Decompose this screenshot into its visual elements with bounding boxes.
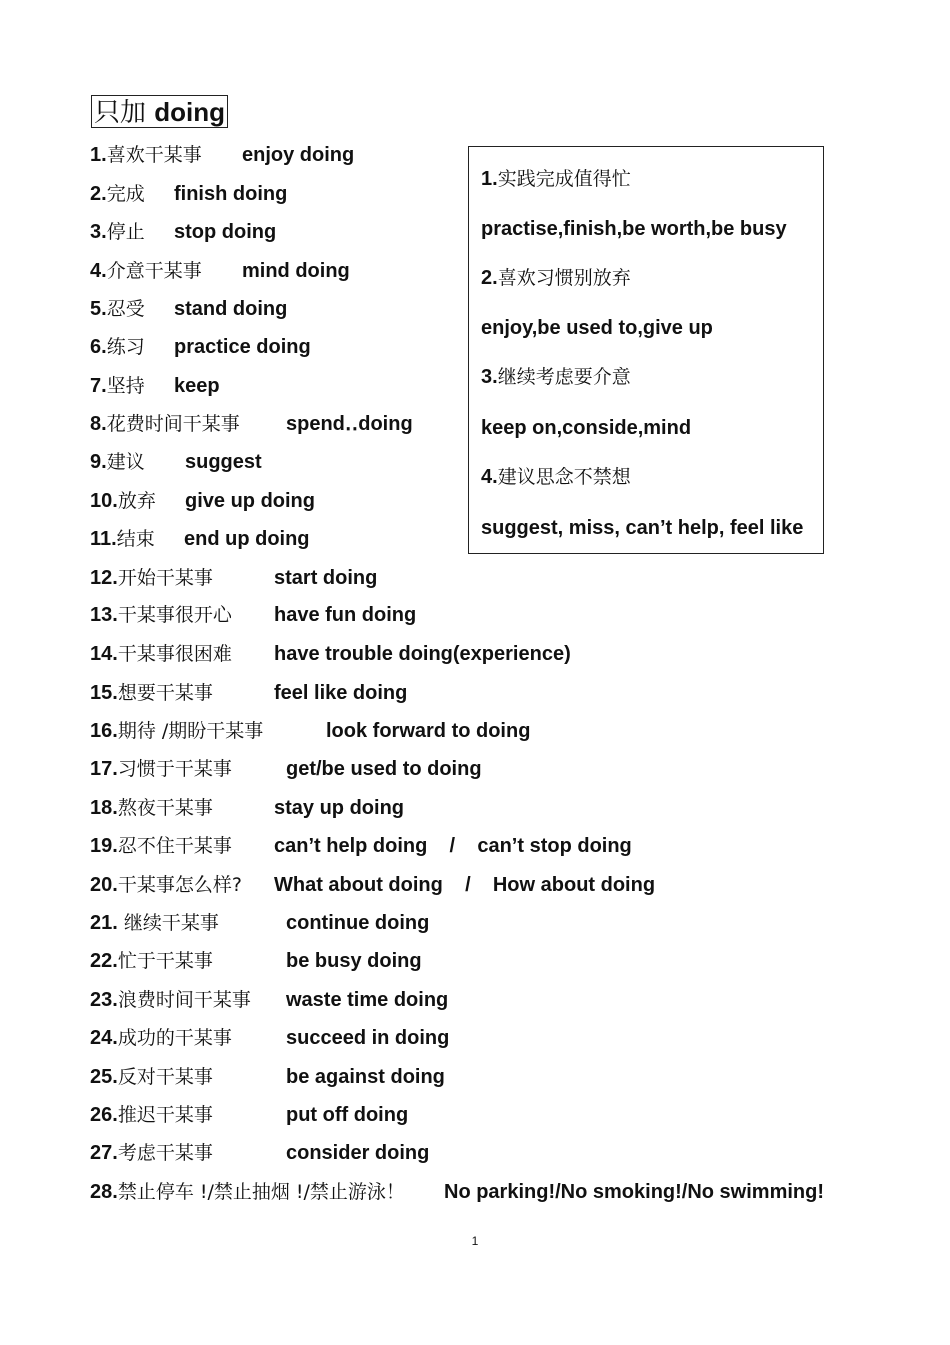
entry-number: 28. [90,1181,118,1203]
summary-chinese-line [481,462,631,492]
list-item [90,1023,450,1053]
entry-english: can’t help doing / can’t stop doing [274,835,632,857]
list-item [90,985,449,1015]
entry-chinese: 停止 [106,221,145,243]
list-item [90,793,404,823]
list-item [90,563,378,593]
entry-chinese: 浪费时间干某事 [117,989,251,1011]
entry-chinese: 反对干某事 [117,1066,213,1088]
summary-number: 2. [481,267,498,289]
summary-box [468,146,824,554]
summary-number: 1. [481,168,498,190]
entry-chinese: 喜欢干某事 [106,144,202,166]
entry-english: keep [174,375,220,397]
entry-chinese: 熬夜干某事 [117,797,213,819]
entry-number: 20. [90,874,118,896]
summary-number: 3. [481,366,498,388]
summary-chinese-line [481,362,631,392]
summary-chinese: 继续考虑要介意 [497,366,631,388]
entry-number: 9. [90,451,107,473]
section-title [91,95,228,128]
entry-english: feel like doing [274,682,408,704]
entry-english: end up doing [184,528,310,550]
summary-chinese: 建议思念不禁想 [497,466,631,488]
summary-chinese: 喜欢习惯别放弃 [497,267,631,289]
entry-english: start doing [274,567,378,589]
entry-chinese: 介意干某事 [106,260,202,282]
list-item [90,908,430,938]
entry-number: 5. [90,298,107,320]
entry-english: stop doing [174,221,277,243]
entry-english: stay up doing [274,797,404,819]
entry-chinese: 干某事怎么样? [117,874,242,896]
entry-english: enjoy doing [242,144,355,166]
entry-english: be busy doing [286,950,422,972]
summary-chinese-line [481,164,631,194]
list-item [90,754,482,784]
list-item [90,179,288,209]
list-item [90,524,310,554]
entry-english: No parking!/No smoking!/No swimming! [444,1181,825,1203]
list-item [90,332,311,362]
entry-chinese: 忍不住干某事 [117,835,232,857]
list-item [90,447,262,477]
summary-english: practise,finish,be worth,be busy [481,218,787,240]
list-item [90,1100,409,1130]
summary-chinese-line [481,263,631,293]
list-item [90,409,413,439]
entry-number: 21. [90,912,118,934]
entry-english: mind doing [242,260,350,282]
title-english: doing [154,97,226,127]
entry-number: 6. [90,336,107,358]
entry-chinese: 完成 [106,183,145,205]
entry-chinese: 花费时间干某事 [106,413,240,435]
summary-english: keep on,conside,mind [481,417,692,439]
entry-english: put off doing [286,1104,409,1126]
entry-english: look forward to doing [326,720,531,742]
entry-english: waste time doing [286,989,449,1011]
list-item [90,140,355,170]
entry-chinese: 放弃 [117,490,156,512]
entry-english: finish doing [174,183,288,205]
entry-english: stand doing [174,298,288,320]
list-item [90,256,350,286]
entry-number: 14. [90,643,118,665]
entry-chinese: 禁止停车 !/禁止抽烟 !/禁止游泳！ [117,1181,405,1203]
list-item [90,1062,445,1092]
entry-chinese: 忍受 [106,298,145,320]
entry-chinese: 继续干某事 [117,912,219,934]
list-item [90,639,571,669]
list-item [90,1177,825,1207]
entry-number: 10. [90,490,118,512]
list-item [90,870,656,900]
entry-english: consider doing [286,1142,430,1164]
entry-chinese: 想要干某事 [117,682,213,704]
entry-chinese: 结束 [116,528,155,550]
entry-english: have trouble doing(experience) [274,643,571,665]
entry-chinese: 推迟干某事 [117,1104,213,1126]
entry-chinese: 忙于干某事 [117,950,213,972]
list-item [90,946,422,976]
list-item [90,600,417,630]
entry-number: 25. [90,1066,118,1088]
entry-number: 8. [90,413,107,435]
list-item [90,678,408,708]
entry-number: 22. [90,950,118,972]
entry-chinese: 坚持 [106,375,145,397]
entry-english: give up doing [185,490,315,512]
list-item [90,1138,430,1168]
entry-chinese: 建议 [106,451,145,473]
entry-english: get/be used to doing [286,758,482,780]
entry-chinese: 考虑干某事 [117,1142,213,1164]
entry-english: suggest [185,451,262,473]
entry-number: 13. [90,604,118,626]
entry-number: 16. [90,720,118,742]
entry-chinese: 干某事很开心 [117,604,232,626]
entry-english: have fun doing [274,604,417,626]
list-item [90,716,531,746]
entry-english: practice doing [174,336,311,358]
page-number: 1 [471,1234,479,1248]
entry-number: 12. [90,567,118,589]
entry-chinese: 习惯于干某事 [117,758,232,780]
entry-number: 17. [90,758,118,780]
entry-chinese: 成功的干某事 [117,1027,232,1049]
list-item [90,217,277,247]
entry-number: 23. [90,989,118,1011]
entry-english: succeed in doing [286,1027,450,1049]
entry-number: 24. [90,1027,118,1049]
entry-number: 4. [90,260,107,282]
list-item [90,486,315,516]
entry-number: 19. [90,835,118,857]
entry-english: continue doing [286,912,430,934]
list-item [90,294,288,324]
list-item [90,371,220,401]
entry-number: 7. [90,375,107,397]
summary-chinese: 实践完成值得忙 [497,168,631,190]
entry-number: 3. [90,221,107,243]
summary-number: 4. [481,466,498,488]
entry-english: be against doing [286,1066,445,1088]
entry-number: 15. [90,682,118,704]
entry-english: spend‥doing [286,413,413,435]
entry-number: 11. [90,528,117,550]
entry-chinese: 干某事很困难 [117,643,232,665]
entry-chinese: 开始干某事 [117,567,213,589]
summary-english: suggest, miss, can’t help, feel like [481,517,804,539]
entry-number: 26. [90,1104,118,1126]
entry-number: 2. [90,183,107,205]
entry-chinese: 期待 /期盼干某事 [117,720,264,742]
title-chinese: 只加 [94,98,147,128]
entry-number: 27. [90,1142,118,1164]
entry-chinese: 练习 [106,336,145,358]
entry-number: 18. [90,797,118,819]
summary-english: enjoy,be used to,give up [481,317,713,339]
entry-english: What about doing / How about doing [274,874,656,896]
entry-number: 1. [90,144,107,166]
list-item [90,831,632,861]
